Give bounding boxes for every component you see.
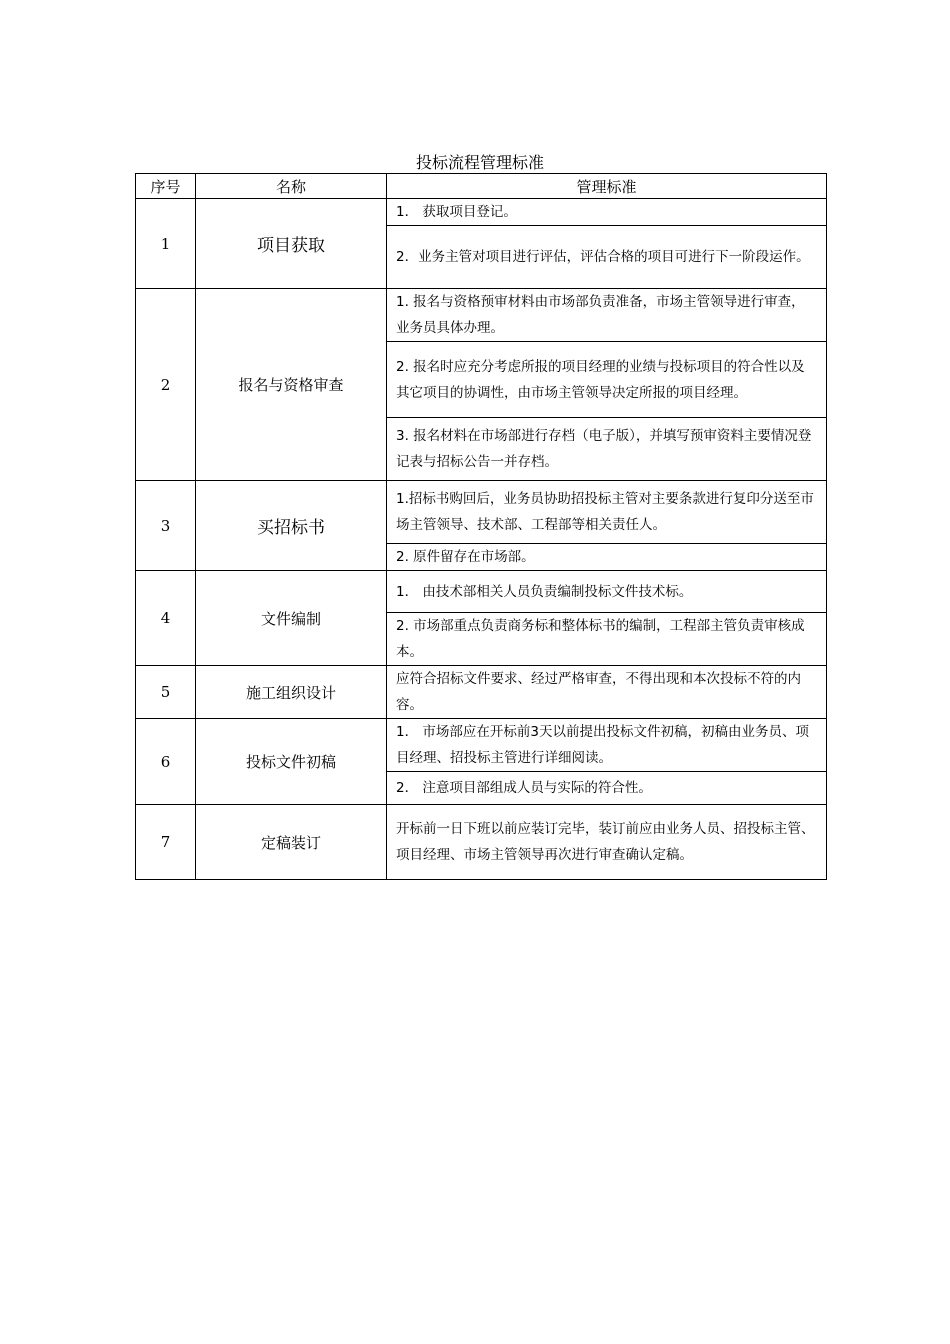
- table-row: [136, 571, 827, 613]
- standard-item: 开标前一日下班以前应装订完毕，装订前应由业务人员、招投标主管、项目经理、市场主管领导再次进行审查确认定稿。: [387, 805, 827, 880]
- row-name: 施工组织设计: [196, 666, 387, 719]
- table-row: [136, 719, 827, 772]
- row-no: 6: [136, 719, 196, 805]
- standard-item: 2. 原件留存在市场部。: [387, 544, 827, 571]
- standard-item: 2． 注意项目部组成人员与实际的符合性。: [387, 772, 827, 805]
- row-no: 2: [136, 289, 196, 481]
- table-row: [136, 199, 827, 226]
- row-no: 4: [136, 571, 196, 666]
- standard-item: 2. 报名时应充分考虑所报的项目经理的业绩与投标项目的符合性以及其它项目的协调性，由市场主管领导决定所报的项目经理。: [387, 342, 827, 418]
- row-name: 定稿装订: [196, 805, 387, 880]
- table-row: [136, 481, 827, 544]
- standard-item: 1． 市场部应在开标前3天以前提出投标文件初稿，初稿由业务员、项目经理、招投标主管进行详细阅读。: [387, 719, 827, 772]
- header-name: 名称: [196, 174, 387, 199]
- table-row: [136, 666, 827, 719]
- row-no: 3: [136, 481, 196, 571]
- row-name: 报名与资格审查: [196, 289, 387, 481]
- table-row: [136, 289, 827, 342]
- table-row: [136, 805, 827, 880]
- row-name: 文件编制: [196, 571, 387, 666]
- standard-item: 2. 市场部重点负责商务标和整体标书的编制，工程部主管负责审核成本。: [387, 613, 827, 666]
- row-name: 投标文件初稿: [196, 719, 387, 805]
- row-name: 买招标书: [196, 481, 387, 571]
- standard-item: 1.招标书购回后，业务员协助招投标主管对主要条款进行复印分送至市场主管领导、技术部、工程部等相关责任人。: [387, 481, 827, 544]
- document-title: 投标流程管理标准: [415, 153, 544, 172]
- bidding-process-table: [135, 173, 827, 880]
- row-no: 1: [136, 199, 196, 289]
- standard-item: 1． 由技术部相关人员负责编制投标文件技术标。: [387, 571, 827, 613]
- row-no: 7: [136, 805, 196, 880]
- header-row: [136, 174, 827, 199]
- standard-item: 1. 报名与资格预审材料由市场部负责准备，市场主管领导进行审查，业务员具体办理。: [387, 289, 827, 342]
- header-no: 序号: [136, 174, 196, 199]
- standard-item: 1． 获取项目登记。: [387, 199, 827, 226]
- header-standard: 管理标准: [387, 174, 827, 199]
- standard-item: 应符合招标文件要求、经过严格审查，不得出现和本次投标不符的内容。: [387, 666, 827, 719]
- standard-item: 3. 报名材料在市场部进行存档（电子版），并填写预审资料主要情况登记表与招标公告一并存档。: [387, 418, 827, 481]
- standard-item: 2．业务主管对项目进行评估，评估合格的项目可进行下一阶段运作。: [387, 226, 827, 289]
- row-no: 5: [136, 666, 196, 719]
- row-name: 项目获取: [196, 199, 387, 289]
